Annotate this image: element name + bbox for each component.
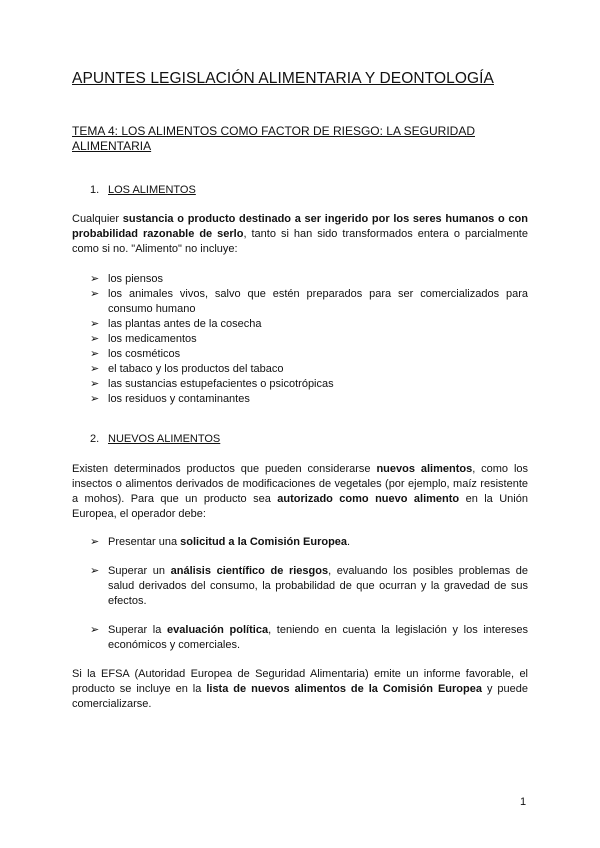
arrow-bullet-icon: ➢ xyxy=(90,363,100,375)
text-run: Superar la xyxy=(108,624,168,636)
section-1-title: LOS ALIMENTOS xyxy=(108,184,196,196)
list-item-text: los animales vivos, salvo que estén preparados para ser comercializados para consumo humano xyxy=(108,288,528,315)
arrow-bullet-icon: ➢ xyxy=(90,393,100,405)
text-run: Existen determinados productos que pueden considerarse xyxy=(72,463,377,475)
text-run: Presentar una xyxy=(108,536,181,548)
list-item-text: las plantas antes de la cosecha xyxy=(108,318,262,330)
bold-text-run: sustancia o producto destinado a ser ingerido por los seres humanos o con probabilidad razonable de serlo xyxy=(72,213,528,240)
page-number: 1 xyxy=(520,796,527,808)
bold-text-run: autorizado como nuevo alimento xyxy=(277,493,460,505)
arrow-bullet-icon: ➢ xyxy=(90,288,100,300)
arrow-bullet-icon: ➢ xyxy=(90,536,100,548)
arrow-bullet-icon: ➢ xyxy=(90,378,100,390)
list-item-text: los residuos y contaminantes xyxy=(108,393,250,405)
bold-text-run: lista de nuevos alimentos de la Comisión Europea xyxy=(206,683,482,695)
list-item-text: las sustancias estupefacientes o psicotrópicas xyxy=(108,378,334,390)
list-item xyxy=(90,272,528,287)
section-2-number: 2. xyxy=(90,433,100,445)
arrow-bullet-icon: ➢ xyxy=(90,333,100,345)
bold-text-run: nuevos alimentos xyxy=(376,463,473,475)
bold-text-run: análisis científico de riesgos xyxy=(170,565,329,577)
arrow-bullet-icon: ➢ xyxy=(90,624,100,636)
text-run: , evaluando los posibles problemas de salud derivados del consumo, la probabilidad de que ocurran y la gravedad de sus efectos. xyxy=(108,565,529,607)
topic-title: TEMA 4: LOS ALIMENTOS COMO FACTOR DE RIESGO: LA SEGURIDAD ALIMENTARIA xyxy=(72,124,475,153)
list-item-text: el tabaco y los productos del tabaco xyxy=(108,363,284,375)
text-run: Si la EFSA (Autoridad Europea de Seguridad Alimentaria) emite un informe favorable, el producto se incluye en la xyxy=(72,668,528,695)
arrow-bullet-icon: ➢ xyxy=(90,273,100,285)
section-1-paragraph xyxy=(72,212,528,257)
text-run: en la Unión Europea, el operador debe: xyxy=(72,493,528,520)
list-item-text: los medicamentos xyxy=(108,333,197,345)
list-item xyxy=(90,317,528,332)
list-item xyxy=(90,564,528,609)
list-item-text: los cosméticos xyxy=(108,348,181,360)
arrow-bullet-icon: ➢ xyxy=(90,348,100,360)
list-item xyxy=(90,362,528,377)
arrow-bullet-icon: ➢ xyxy=(90,318,100,330)
list-item xyxy=(90,287,528,317)
text-run: . xyxy=(347,536,351,548)
document-title: APUNTES LEGISLACIÓN ALIMENTARIA Y DEONTOLOGÍA xyxy=(72,70,494,87)
arrow-bullet-icon: ➢ xyxy=(90,565,100,577)
text-run: y puede comercializarse. xyxy=(72,683,528,710)
section-2-heading xyxy=(90,433,220,445)
list-item xyxy=(90,347,528,362)
list-item xyxy=(90,623,528,653)
text-run: Cualquier xyxy=(72,213,123,225)
text-run: , como los insectos o alimentos derivados de modificaciones de vegetales (por ejemplo, maíz resistente a mohos). Para que un producto sea xyxy=(72,463,529,505)
list-item-text: los piensos xyxy=(108,273,164,285)
section-2-paragraph xyxy=(72,462,528,522)
section-2-title: NUEVOS ALIMENTOS xyxy=(108,433,221,445)
excluded-items-list xyxy=(90,272,528,407)
text-run: Superar un xyxy=(108,565,171,577)
list-item xyxy=(90,332,528,347)
list-item xyxy=(90,535,528,550)
requirements-list xyxy=(90,535,528,667)
bold-text-run: evaluación política xyxy=(167,624,269,636)
list-item xyxy=(90,392,528,407)
section-1-number: 1. xyxy=(90,184,100,196)
text-run: , tanto si han sido transformados entera o parcialmente como si no. "Alimento" no incluye: xyxy=(72,228,528,255)
list-item xyxy=(90,377,528,392)
bold-text-run: solicitud a la Comisión Europea xyxy=(180,536,348,548)
section-1-heading xyxy=(90,184,196,196)
text-run: , teniendo en cuenta la legislación y los intereses económicos y comerciales. xyxy=(108,624,528,651)
section-2-closing-paragraph xyxy=(72,667,528,712)
